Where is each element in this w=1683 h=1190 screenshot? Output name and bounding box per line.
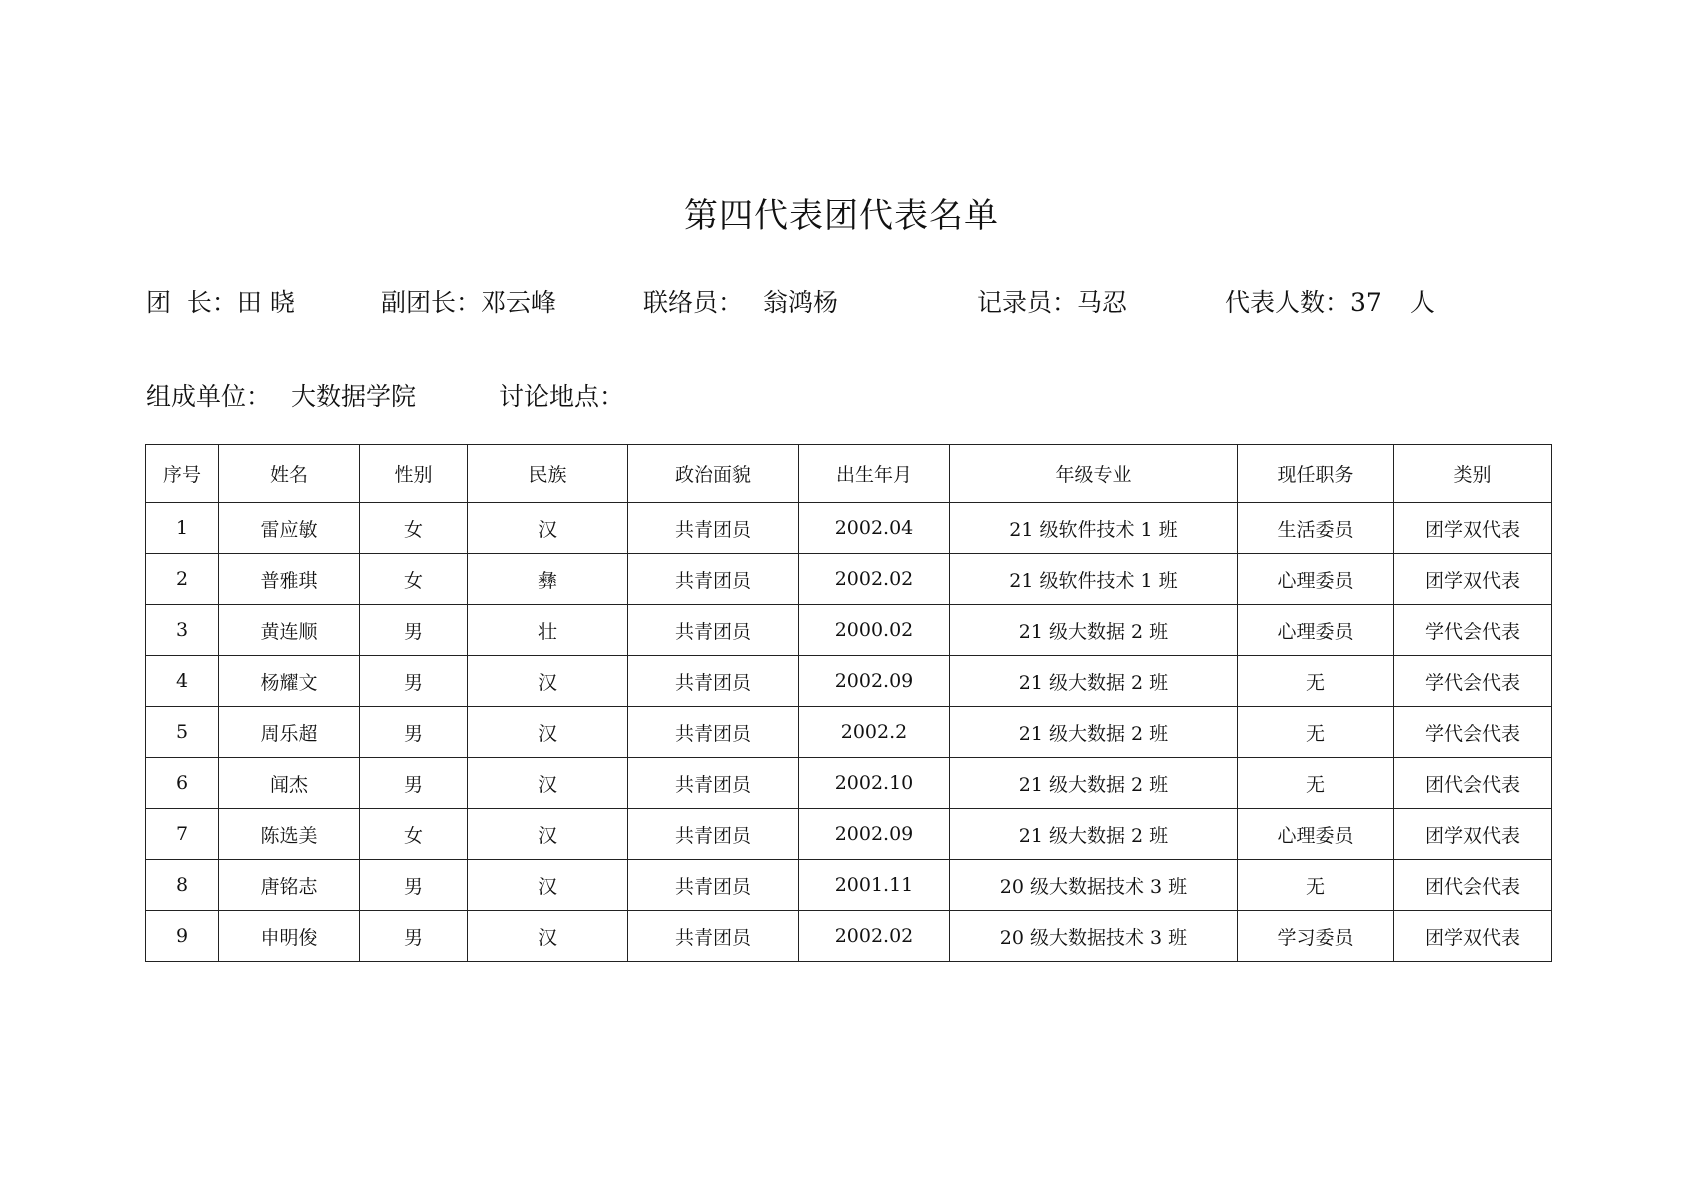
cell-index: 8	[146, 860, 219, 911]
cell-name: 黄连顺	[219, 605, 360, 656]
cell-birth-date: 2002.02	[799, 554, 950, 605]
delegate-count-unit: 人	[1409, 288, 1435, 317]
header-index: 序号	[146, 445, 219, 503]
delegate-count-value: 37	[1350, 288, 1382, 317]
cell-ethnicity: 汉	[468, 809, 628, 860]
cell-ethnicity: 汉	[468, 707, 628, 758]
header-gender: 性别	[360, 445, 468, 503]
location-label: 讨论地点：	[499, 382, 625, 411]
header-grade-major: 年级专业	[950, 445, 1238, 503]
cell-position: 心理委员	[1238, 554, 1394, 605]
liaison-value: 翁鸿杨	[763, 288, 839, 317]
table-row	[146, 707, 1552, 758]
cell-grade-major: 21 级大数据 2 班	[950, 809, 1238, 860]
cell-birth-date: 2002.09	[799, 809, 950, 860]
cell-category: 学代会代表	[1394, 605, 1552, 656]
cell-political-status: 共青团员	[628, 554, 799, 605]
cell-political-status: 共青团员	[628, 809, 799, 860]
table-header-row	[146, 445, 1552, 503]
cell-grade-major: 21 级软件技术 1 班	[950, 503, 1238, 554]
cell-position: 无	[1238, 758, 1394, 809]
cell-position: 无	[1238, 707, 1394, 758]
cell-birth-date: 2002.10	[799, 758, 950, 809]
cell-position: 心理委员	[1238, 605, 1394, 656]
leader-label: 团 长：	[146, 288, 237, 317]
recorder-label: 记录员：	[977, 288, 1078, 317]
page-title: 第四代表团代表名单	[684, 196, 999, 236]
cell-gender: 女	[360, 503, 468, 554]
cell-ethnicity: 汉	[468, 758, 628, 809]
cell-name: 普雅琪	[219, 554, 360, 605]
cell-birth-date: 2002.2	[799, 707, 950, 758]
cell-grade-major: 21 级大数据 2 班	[950, 605, 1238, 656]
cell-index: 4	[146, 656, 219, 707]
table-row	[146, 656, 1552, 707]
unit-value: 大数据学院	[291, 382, 417, 411]
cell-category: 团学双代表	[1394, 911, 1552, 962]
cell-grade-major: 21 级软件技术 1 班	[950, 554, 1238, 605]
cell-name: 杨耀文	[219, 656, 360, 707]
cell-index: 9	[146, 911, 219, 962]
cell-category: 团代会代表	[1394, 860, 1552, 911]
cell-ethnicity: 壮	[468, 605, 628, 656]
liaison-label: 联络员：	[643, 288, 744, 317]
cell-birth-date: 2000.02	[799, 605, 950, 656]
cell-category: 学代会代表	[1394, 656, 1552, 707]
cell-position: 无	[1238, 860, 1394, 911]
cell-birth-date: 2002.04	[799, 503, 950, 554]
cell-grade-major: 21 级大数据 2 班	[950, 656, 1238, 707]
cell-political-status: 共青团员	[628, 503, 799, 554]
cell-gender: 男	[360, 656, 468, 707]
table-body	[146, 503, 1552, 962]
cell-ethnicity: 汉	[468, 656, 628, 707]
cell-ethnicity: 汉	[468, 860, 628, 911]
cell-political-status: 共青团员	[628, 605, 799, 656]
header-birth-date: 出生年月	[799, 445, 950, 503]
cell-gender: 男	[360, 860, 468, 911]
cell-gender: 女	[360, 554, 468, 605]
delegate-count-label: 代表人数：	[1225, 288, 1351, 317]
cell-ethnicity: 汉	[468, 503, 628, 554]
table-row	[146, 758, 1552, 809]
vice-leader-field	[381, 283, 556, 319]
unit-label: 组成单位：	[146, 382, 272, 411]
cell-index: 6	[146, 758, 219, 809]
recorder-field	[977, 283, 1127, 319]
cell-grade-major: 21 级大数据 2 班	[950, 758, 1238, 809]
cell-name: 唐铭志	[219, 860, 360, 911]
cell-name: 陈选美	[219, 809, 360, 860]
cell-name: 周乐超	[219, 707, 360, 758]
cell-category: 团学双代表	[1394, 809, 1552, 860]
cell-grade-major: 20 级大数据技术 3 班	[950, 860, 1238, 911]
header-category: 类别	[1394, 445, 1552, 503]
delegate-count-field	[1225, 283, 1435, 319]
cell-birth-date: 2002.09	[799, 656, 950, 707]
table-row	[146, 554, 1552, 605]
cell-political-status: 共青团员	[628, 860, 799, 911]
cell-birth-date: 2001.11	[799, 860, 950, 911]
cell-position: 心理委员	[1238, 809, 1394, 860]
vice-leader-label: 副团长：	[381, 288, 482, 317]
cell-category: 团学双代表	[1394, 503, 1552, 554]
vice-leader-value: 邓云峰	[481, 288, 557, 317]
cell-name: 闻杰	[219, 758, 360, 809]
cell-index: 7	[146, 809, 219, 860]
delegate-table	[145, 444, 1552, 962]
table-row	[146, 605, 1552, 656]
cell-index: 5	[146, 707, 219, 758]
recorder-value: 马忍	[1077, 288, 1128, 317]
leader-field	[146, 283, 295, 319]
table-row	[146, 503, 1552, 554]
table-row	[146, 809, 1552, 860]
cell-category: 团学双代表	[1394, 554, 1552, 605]
leader-value: 田 晓	[236, 288, 295, 317]
cell-grade-major: 21 级大数据 2 班	[950, 707, 1238, 758]
location-field	[499, 377, 624, 413]
cell-grade-major: 20 级大数据技术 3 班	[950, 911, 1238, 962]
cell-political-status: 共青团员	[628, 911, 799, 962]
cell-index: 3	[146, 605, 219, 656]
cell-gender: 女	[360, 809, 468, 860]
cell-position: 生活委员	[1238, 503, 1394, 554]
header-political-status: 政治面貌	[628, 445, 799, 503]
cell-category: 学代会代表	[1394, 707, 1552, 758]
header-ethnicity: 民族	[468, 445, 628, 503]
liaison-field	[643, 283, 838, 319]
cell-name: 申明俊	[219, 911, 360, 962]
cell-index: 2	[146, 554, 219, 605]
header-name: 姓名	[219, 445, 360, 503]
cell-index: 1	[146, 503, 219, 554]
cell-gender: 男	[360, 605, 468, 656]
cell-position: 学习委员	[1238, 911, 1394, 962]
cell-gender: 男	[360, 758, 468, 809]
cell-ethnicity: 汉	[468, 911, 628, 962]
cell-gender: 男	[360, 911, 468, 962]
cell-birth-date: 2002.02	[799, 911, 950, 962]
cell-political-status: 共青团员	[628, 758, 799, 809]
header-position: 现任职务	[1238, 445, 1394, 503]
table-row	[146, 911, 1552, 962]
cell-gender: 男	[360, 707, 468, 758]
table-row	[146, 860, 1552, 911]
cell-position: 无	[1238, 656, 1394, 707]
cell-category: 团代会代表	[1394, 758, 1552, 809]
unit-field	[146, 377, 416, 413]
cell-ethnicity: 彝	[468, 554, 628, 605]
cell-name: 雷应敏	[219, 503, 360, 554]
cell-political-status: 共青团员	[628, 707, 799, 758]
cell-political-status: 共青团员	[628, 656, 799, 707]
